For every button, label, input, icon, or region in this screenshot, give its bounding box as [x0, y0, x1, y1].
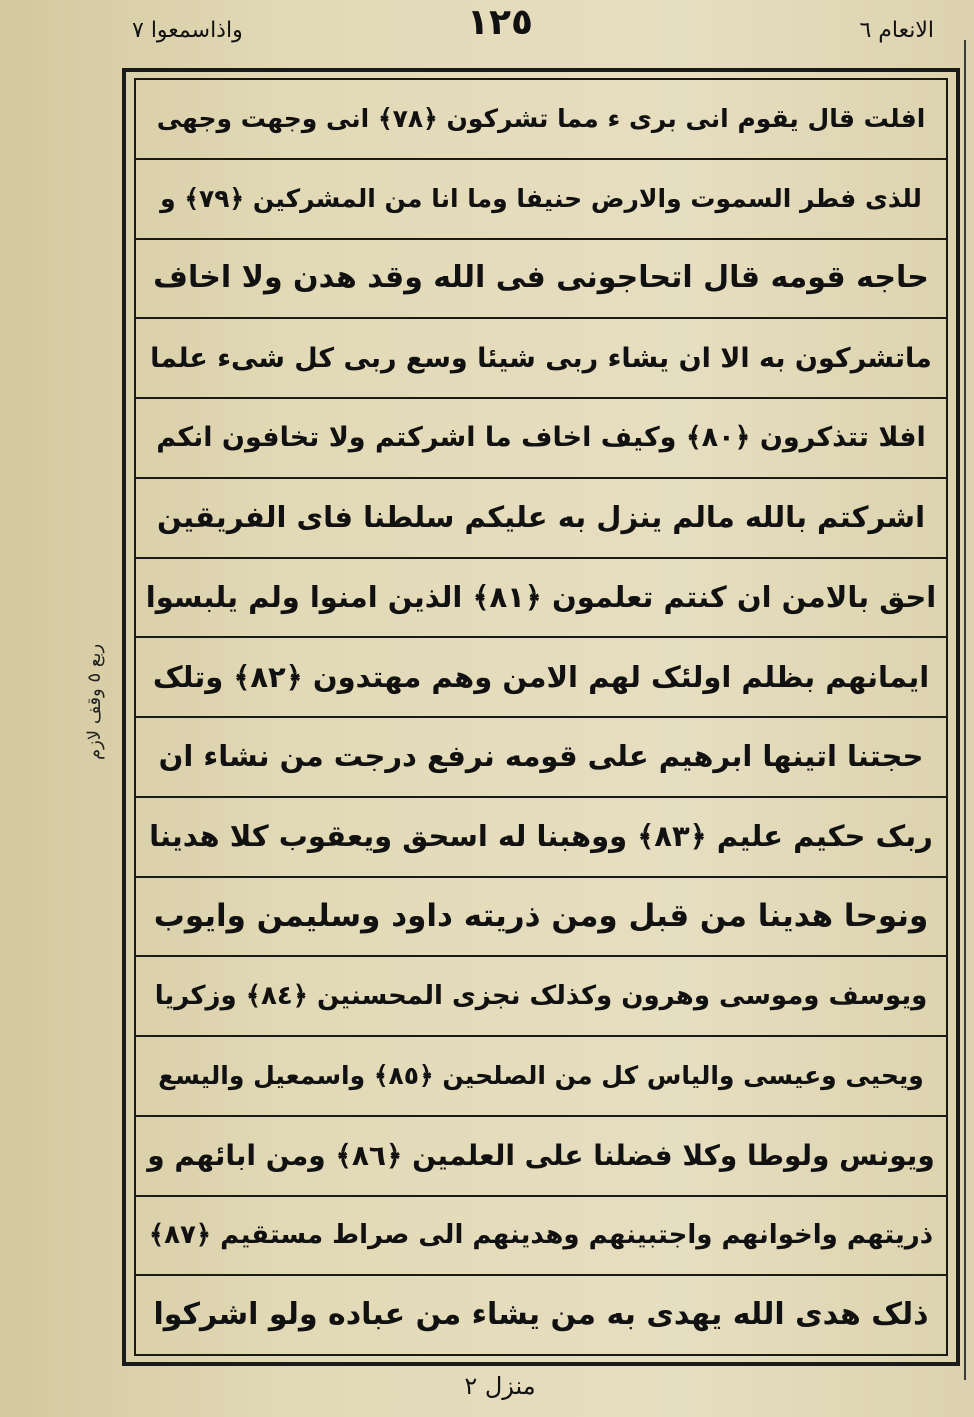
verse-line: ویونس ولوطا وکلا فضلنا علی العلمین ﴿٨٦﴾ ومن ابائهم و [136, 1117, 946, 1197]
verse-line: ایمانهم بظلم اولئک لهم الامن وهم مهتدون ﴿٨٢﴾ وتلک [136, 638, 946, 718]
manzil-footer: منزل ٢ [464, 1372, 536, 1400]
verse-line: افلا تتذکرون ﴿٨٠﴾ وکیف اخاف ما اشرکتم ولا تخافون انکم [136, 399, 946, 479]
verse-line: ذریتهم واخوانهم واجتبینهم وهدینهم الی صراط مستقیم ﴿٨٧﴾ [136, 1197, 946, 1277]
verse-line: افلت قال يقوم انی بری ء مما تشرکون ﴿٧٨﴾ انی وجهت وجهی [136, 80, 946, 160]
verse-line: ونوحا هدینا من قبل ومن ذریته داود وسلیمن وایوب [136, 878, 946, 958]
verse-line: حاجه قومه قال اتحاجونی فی الله وقد هدن ولا اخاف [136, 240, 946, 320]
verse-line: حجتنا اتینها ابرهیم علی قومه نرفع درجت من نشاء ان [136, 718, 946, 798]
verse-line: اشرکتم بالله مالم ینزل به علیکم سلطنا فای الفریقین [136, 479, 946, 559]
verse-line: ماتشرکون به الا ان یشاء ربی شیئا وسع ربی کل شیء علما [136, 319, 946, 399]
verse-line: ویحیی وعیسی والیاس کل من الصلحین ﴿٨٥﴾ واسمعیل والیسع [136, 1037, 946, 1117]
page-edge-line [964, 40, 966, 1380]
verse-line: ربک حکیم علیم ﴿٨٣﴾ ووهبنا له اسحق ویعقوب کلا هدینا [136, 798, 946, 878]
page-number: ١٢٥ [467, 2, 533, 43]
verse-line: احق بالامن ان کنتم تعلمون ﴿٨١﴾ الذین امنوا ولم یلبسوا [136, 559, 946, 639]
margin-note: ربع ٥ وقف لازم [84, 643, 105, 760]
verse-line: ویوسف وموسی وهرون وکذلک نجزی المحسنین ﴿٨٤﴾ وزکریا [136, 957, 946, 1037]
juz-name-header: واذاسمعوا ٧ [132, 18, 243, 43]
verse-lines [136, 80, 946, 1354]
surah-name-header: الانعام ٦ [859, 18, 934, 43]
verse-line: للذی فطر السموت والارض حنیفا وما انا من المشرکین ﴿٧٩﴾ و [136, 160, 946, 240]
verse-line: ذلک هدی الله یهدی به من یشاء من عباده ولو اشرکوا [153, 1297, 929, 1333]
